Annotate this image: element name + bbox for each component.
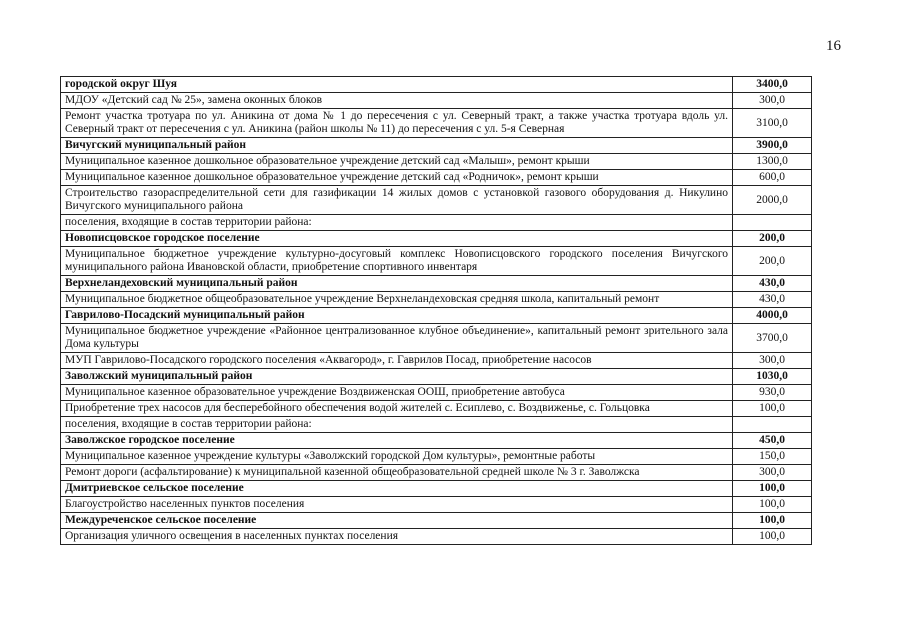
table-row bbox=[61, 401, 812, 417]
item-name-cell: Муниципальное казенное дошкольное образовательное учреждение детский сад «Родничок», ремонт крыши bbox=[61, 170, 733, 186]
item-name-cell: Благоустройство населенных пунктов поселения bbox=[61, 497, 733, 513]
table-row bbox=[61, 170, 812, 186]
amount-cell: 200,0 bbox=[733, 231, 812, 247]
table-section-row bbox=[61, 369, 812, 385]
table-row bbox=[61, 417, 812, 433]
item-name-cell: Приобретение трех насосов для бесперебойного обеспечения водой жителей с. Есиплево, с. Воздвиженье, с. Гольцовка bbox=[61, 401, 733, 417]
amount-cell: 1030,0 bbox=[733, 369, 812, 385]
table-row bbox=[61, 186, 812, 215]
amount-cell: 3400,0 bbox=[733, 77, 812, 93]
item-name-cell: Строительство газораспределительной сети для газификации 14 жилых домов с установкой газового оборудования д. Никулино Вичугского муниципального района bbox=[61, 186, 733, 215]
item-name-cell: поселения, входящие в состав территории района: bbox=[61, 417, 733, 433]
table-row bbox=[61, 292, 812, 308]
amount-cell: 150,0 bbox=[733, 449, 812, 465]
section-name-cell: Заволжский муниципальный район bbox=[61, 369, 733, 385]
section-name-cell: Гаврилово-Посадский муниципальный район bbox=[61, 308, 733, 324]
table-section-row bbox=[61, 231, 812, 247]
table-row bbox=[61, 497, 812, 513]
table-section-row bbox=[61, 308, 812, 324]
item-name-cell: МУП Гаврилово-Посадского городского поселения «Аквагород», г. Гаврилов Посад, приобретение насосов bbox=[61, 353, 733, 369]
table-section-row bbox=[61, 77, 812, 93]
table-section-row bbox=[61, 513, 812, 529]
table-section-row bbox=[61, 276, 812, 292]
table-row bbox=[61, 247, 812, 276]
table-row bbox=[61, 154, 812, 170]
amount-cell: 100,0 bbox=[733, 497, 812, 513]
section-name-cell: Верхнеландеховский муниципальный район bbox=[61, 276, 733, 292]
item-name-cell: Ремонт участка тротуара по ул. Аникина от дома № 1 до пересечения с ул. Северный тракт, а также участка тротуара вдоль ул. Северный тракт от пересечения с ул. Аникина (район школы № 11) до пересечения с ул. 5-я Северная bbox=[61, 109, 733, 138]
item-name-cell: Муниципальное казенное образовательное учреждение Воздвиженская ООШ, приобретение автобуса bbox=[61, 385, 733, 401]
item-name-cell: Муниципальное бюджетное учреждение культурно-досуговый комплекс Новописцовского городского поселения Вичугского муниципального района Ивановской области, приобретение спортивного инвентаря bbox=[61, 247, 733, 276]
item-name-cell: поселения, входящие в состав территории района: bbox=[61, 215, 733, 231]
amount-cell: 3700,0 bbox=[733, 324, 812, 353]
item-name-cell: Муниципальное казенное учреждение культуры «Заволжский городской Дом культуры», ремонтные работы bbox=[61, 449, 733, 465]
item-name-cell: МДОУ «Детский сад № 25», замена оконных блоков bbox=[61, 93, 733, 109]
amount-cell: 1300,0 bbox=[733, 154, 812, 170]
table-section-row bbox=[61, 433, 812, 449]
amount-cell: 600,0 bbox=[733, 170, 812, 186]
table-row bbox=[61, 529, 812, 545]
amount-cell: 100,0 bbox=[733, 529, 812, 545]
amount-cell: 100,0 bbox=[733, 513, 812, 529]
amount-cell: 450,0 bbox=[733, 433, 812, 449]
table-row bbox=[61, 385, 812, 401]
amount-cell: 4000,0 bbox=[733, 308, 812, 324]
item-name-cell: Организация уличного освещения в населенных пунктах поселения bbox=[61, 529, 733, 545]
item-name-cell: Муниципальное казенное дошкольное образовательное учреждение детский сад «Малыш», ремонт крыши bbox=[61, 154, 733, 170]
amount-cell: 100,0 bbox=[733, 481, 812, 497]
table-row bbox=[61, 465, 812, 481]
amount-cell: 930,0 bbox=[733, 385, 812, 401]
budget-allocation-table bbox=[60, 76, 812, 545]
amount-cell: 100,0 bbox=[733, 401, 812, 417]
table-row bbox=[61, 93, 812, 109]
section-name-cell: Дмитриевское сельское поселение bbox=[61, 481, 733, 497]
section-name-cell: Новописцовское городское поселение bbox=[61, 231, 733, 247]
item-name-cell: Муниципальное бюджетное учреждение «Районное централизованное клубное объединение», капитальный ремонт зрительного зала Дома культуры bbox=[61, 324, 733, 353]
amount-cell: 300,0 bbox=[733, 465, 812, 481]
table-row bbox=[61, 215, 812, 231]
amount-cell: 3900,0 bbox=[733, 138, 812, 154]
table-body bbox=[61, 77, 812, 545]
section-name-cell: Междуреченское сельское поселение bbox=[61, 513, 733, 529]
section-name-cell: городской округ Шуя bbox=[61, 77, 733, 93]
table-row bbox=[61, 324, 812, 353]
table-row bbox=[61, 353, 812, 369]
item-name-cell: Муниципальное бюджетное общеобразовательное учреждение Верхнеландеховская средняя школа, капитальный ремонт bbox=[61, 292, 733, 308]
table-row bbox=[61, 449, 812, 465]
amount-cell: 300,0 bbox=[733, 353, 812, 369]
amount-cell bbox=[733, 215, 812, 231]
amount-cell: 200,0 bbox=[733, 247, 812, 276]
amount-cell bbox=[733, 417, 812, 433]
table-section-row bbox=[61, 138, 812, 154]
amount-cell: 2000,0 bbox=[733, 186, 812, 215]
section-name-cell: Вичугский муниципальный район bbox=[61, 138, 733, 154]
amount-cell: 430,0 bbox=[733, 292, 812, 308]
amount-cell: 430,0 bbox=[733, 276, 812, 292]
item-name-cell: Ремонт дороги (асфальтирование) к муниципальной казенной общеобразовательной средней школе № 3 г. Заволжска bbox=[61, 465, 733, 481]
table-row bbox=[61, 109, 812, 138]
section-name-cell: Заволжское городское поселение bbox=[61, 433, 733, 449]
page-number: 16 bbox=[826, 38, 841, 54]
table-section-row bbox=[61, 481, 812, 497]
amount-cell: 3100,0 bbox=[733, 109, 812, 138]
amount-cell: 300,0 bbox=[733, 93, 812, 109]
